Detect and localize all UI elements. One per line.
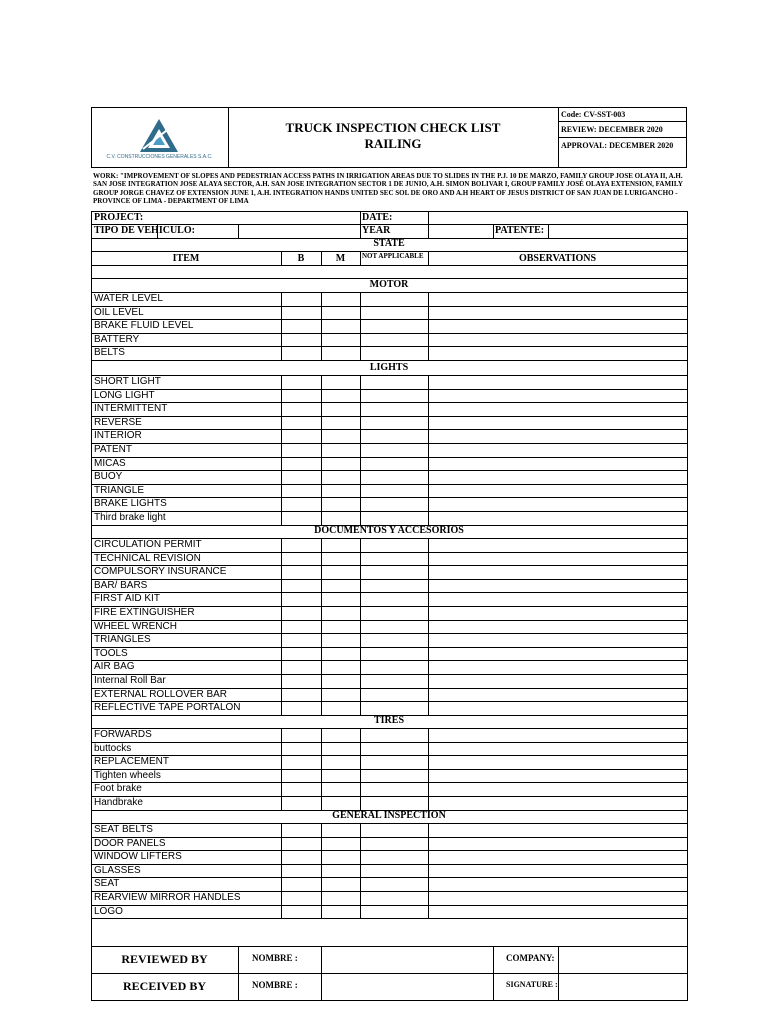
plate-label: PATENTE: (495, 225, 545, 236)
checklist-item-label: PATENT (94, 444, 132, 455)
checklist-item-label: FORWARDS (94, 729, 152, 740)
column-divider (281, 251, 282, 265)
checklist-item-label: INTERMITTENT (94, 403, 168, 415)
checklist-item-label: WATER LEVEL (94, 293, 163, 304)
row-divider (91, 579, 687, 580)
row-divider (91, 674, 687, 675)
column-divider (360, 823, 361, 918)
name-label-reviewer: NOMBRE : (252, 953, 298, 963)
row-divider (91, 782, 687, 783)
row-divider (91, 265, 687, 266)
column-divider (493, 946, 494, 1000)
column-divider (360, 538, 361, 715)
column-divider (238, 946, 239, 1000)
checklist-item-label: Internal Roll Bar (94, 675, 166, 686)
section-title-tires: TIRES (373, 715, 404, 726)
row-divider (91, 511, 687, 512)
row-divider (91, 633, 687, 634)
column-divider (360, 728, 361, 810)
checklist-item-label: REPLACEMENT (94, 756, 170, 768)
row-divider (91, 402, 687, 403)
column-divider (687, 211, 688, 1001)
column-divider (321, 292, 322, 360)
row-divider (91, 592, 687, 593)
column-divider (428, 823, 429, 918)
column-divider (360, 375, 361, 525)
checklist-item-label: BELTS (94, 347, 125, 359)
column-divider (281, 538, 282, 715)
form-subtitle: RAILING (364, 136, 422, 151)
row-divider (91, 742, 687, 743)
row-divider (91, 647, 687, 648)
row-divider (91, 292, 687, 293)
column-divider (321, 538, 322, 715)
checklist-item-label: LONG LIGHT (94, 389, 155, 401)
column-divider (281, 375, 282, 525)
checklist-item-label: INTERIOR (94, 430, 142, 442)
row-divider (91, 864, 687, 865)
checklist-item-label: WHEEL WRENCH (94, 620, 177, 632)
company-name: C.V. CONSTRUCCIONES GENERALES S.A.C. (106, 154, 213, 160)
row-divider (91, 484, 687, 485)
section-title-documents: DOCUMENTOS Y ACCESORIOS (314, 525, 464, 536)
checklist-item-label: REFLECTIVE TAPE PORTALON (94, 702, 241, 714)
date-label: DATE: (362, 212, 393, 223)
state-header: STATE (373, 238, 405, 249)
signature-label: SIGNATURE : (506, 980, 558, 989)
column-divider (428, 375, 429, 525)
column-divider (281, 728, 282, 810)
column-divider (91, 211, 92, 1001)
row-divider (91, 973, 687, 974)
row-divider (91, 877, 687, 878)
checklist-item-label: buttocks (94, 742, 132, 754)
column-divider (428, 292, 429, 360)
column-divider (428, 251, 429, 265)
checklist-item-label: REARVIEW MIRROR HANDLES (94, 892, 241, 903)
column-divider (321, 946, 322, 1000)
approval-date: APPROVAL: DECEMBER 2020 (561, 141, 674, 150)
checklist-item-label: BATTERY (94, 333, 140, 345)
column-divider (238, 224, 239, 238)
column-divider (493, 224, 494, 238)
row-divider (91, 389, 687, 390)
column-divider (281, 292, 282, 360)
logo-cell (91, 107, 229, 168)
checklist-item-label: DOOR PANELS (94, 837, 166, 849)
row-divider (91, 796, 687, 797)
column-divider (281, 823, 282, 918)
row-divider (91, 823, 687, 824)
column-divider (360, 292, 361, 360)
checklist-item-label: SEAT BELTS (94, 824, 153, 835)
checklist-item-label: BRAKE FLUID LEVEL (94, 320, 194, 332)
bad-column-header: M (335, 253, 346, 264)
row-divider (91, 918, 687, 919)
checklist-item-label: BAR/ BARS (94, 579, 148, 591)
column-divider (558, 946, 559, 1000)
checklist-item-label: LOGO (94, 905, 123, 917)
column-divider (548, 224, 549, 238)
section-title-general: GENERAL INSPECTION (332, 810, 446, 821)
review-date: REVIEW: DECEMBER 2020 (559, 122, 687, 138)
document-code: Code: CV-SST-003 (559, 107, 687, 122)
checklist-item-label: Tighten wheels (94, 769, 161, 781)
column-divider (360, 251, 361, 265)
checklist-item-label: FIRE EXTINGUISHER (94, 607, 195, 618)
company-label: COMPANY: (506, 953, 555, 963)
item-column-header: ITEM (172, 253, 200, 264)
row-divider (91, 620, 687, 621)
form-title: TRUCK INSPECTION CHECK LIST (285, 120, 501, 135)
row-divider (91, 429, 687, 430)
checklist-item-label: MICAS (94, 457, 126, 469)
row-divider (91, 457, 687, 458)
name-label-receiver: NOMBRE : (252, 980, 298, 990)
checklist-item-label: Handbrake (94, 797, 143, 808)
section-title-lights: LIGHTS (369, 362, 409, 373)
row-divider (91, 306, 687, 307)
received-by-label: RECEIVED BY (122, 979, 206, 993)
row-divider (91, 443, 687, 444)
grid-bottom-border (91, 1000, 687, 1001)
checklist-item-label: CIRCULATION PERMIT (94, 539, 202, 550)
row-divider (91, 837, 687, 838)
checklist-item-label: SHORT LIGHT (94, 376, 161, 387)
checklist-item-label: OIL LEVEL (94, 306, 144, 318)
row-divider (91, 905, 687, 906)
row-divider (91, 769, 687, 770)
row-divider (91, 360, 687, 361)
row-divider (91, 946, 687, 947)
work-description: WORK: "IMPROVEMENT OF SLOPES AND PEDESTRIAN ACCESS PATHS IN IRRIGATION AREAS DUE TO SLIDES IN THE P.J. 10 DE MARZO, FAMILY GROUP JOSE OLAYA II, A.H. SAN JOSE INTEGRATION JOSE ALAYA SECTOR, A.H. SAN JOSE INTEGRATION SECTOR 1 DE JUNIO, A.H. SIMON BOLIVAR I, GROUP FAMILY JOSÉ OLAYA EXTENSION, FAMILY GROUP JORGE CHAVEZ OF EXTENSION JUNE 1, A.H. INTEGRATION HANDS UNITED SEC SOL DE ORO AND A.H HEART OF JESUS DISTRICT OF SAN JUAN DE LURIGANCHO - PROVINCE OF LIMA - DEPARTMENT OF LIMA (93, 172, 683, 205)
checklist-item-label: EXTERNAL ROLLOVER BAR (94, 688, 228, 700)
not-applicable-column-header: NOT APPLICABLE (362, 252, 424, 260)
column-divider (321, 251, 322, 265)
row-divider (91, 375, 687, 376)
document-control-block (558, 107, 688, 168)
year-label: YEAR (362, 225, 391, 236)
checklist-item-label: GLASSES (94, 864, 141, 876)
checklist-item-label: COMPULSORY INSURANCE (94, 566, 227, 578)
row-divider (91, 728, 687, 729)
checklist-item-label: SEAT (94, 878, 120, 890)
checklist-item-label: WINDOW LIFTERS (94, 851, 182, 863)
row-divider (91, 416, 687, 417)
row-divider (91, 660, 687, 661)
checklist-item-label: REVERSE (94, 416, 142, 428)
good-column-header: B (297, 253, 305, 264)
column-divider (428, 728, 429, 810)
observations-column-header: OBSERVATIONS (518, 253, 597, 264)
vehicle-type-label: TIPO DE VEHICULO: (94, 225, 195, 236)
column-divider (157, 224, 158, 238)
grid-top-border (91, 211, 687, 212)
checklist-item-label: TRIANGLE (94, 484, 145, 496)
column-divider (360, 211, 361, 238)
column-divider (321, 728, 322, 810)
row-divider (91, 346, 687, 347)
checklist-item-label: TRIANGLES (94, 634, 151, 646)
row-divider (91, 470, 687, 471)
section-title-motor: MOTOR (369, 279, 409, 290)
column-divider (321, 823, 322, 918)
checklist-item-label: BUOY (94, 471, 123, 483)
row-divider (91, 755, 687, 756)
project-label: PROJECT: (94, 212, 144, 223)
checklist-item-label: TECHNICAL REVISION (94, 552, 201, 564)
row-divider (91, 333, 687, 334)
row-divider (91, 497, 687, 498)
column-divider (428, 211, 429, 238)
checklist-item-label: Third brake light (94, 512, 166, 523)
checklist-item-label: Foot brake (94, 783, 142, 795)
reviewed-by-label: REVIEWED BY (121, 952, 208, 966)
column-divider (321, 375, 322, 525)
checklist-item-label: TOOLS (94, 647, 128, 659)
checklist-item-label: FIRST AID KIT (94, 593, 160, 605)
checklist-item-label: AIR BAG (94, 661, 135, 673)
column-divider (428, 538, 429, 715)
checklist-item-label: BRAKE LIGHTS (94, 498, 167, 510)
